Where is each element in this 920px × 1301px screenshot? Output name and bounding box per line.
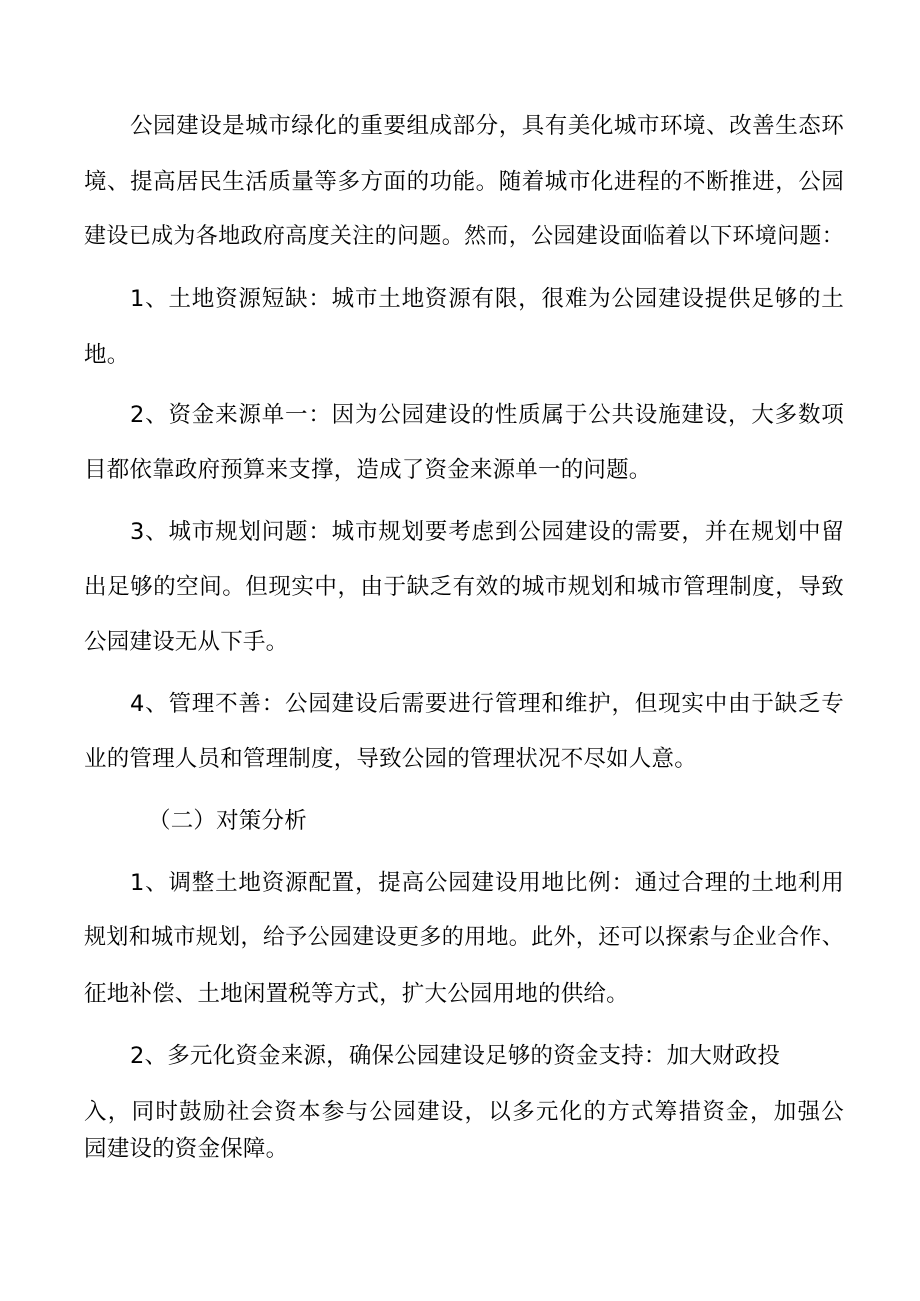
problem-2-line-2: 目都依靠政府预算来支撑，造成了资金来源单一的问题。 [84, 457, 652, 483]
measure-2-line-3: 园建设的资金保障。 [84, 1136, 289, 1162]
measure-1-line-2: 规划和城市规划，给予公园建设更多的用地。此外，还可以探索与企业合作、 [84, 925, 844, 950]
measure-2-line-1: 2、多元化资金来源，确保公园建设足够的资金支持：加大财政投 [130, 1043, 781, 1069]
problem-3-line-1: 3、城市规划问题：城市规划要考虑到公园建设的需要，并在规划中留 [130, 519, 844, 545]
intro-line-2: 境、提高居民生活质量等多方面的功能。随着城市化进程的不断推进，公园 [84, 169, 844, 195]
problem-1-line-1: 1、土地资源短缺：城市土地资源有限，很难为公园建设提供足够的土 [130, 286, 844, 312]
problem-4-line-1: 4、管理不善：公园建设后需要进行管理和维护，但现实中由于缺乏专 [130, 691, 844, 717]
section-heading: （二）对策分析 [148, 808, 307, 834]
measure-1-line-3: 征地补偿、土地闲置税等方式，扩大公园用地的供给。 [84, 981, 629, 1007]
intro-line-1: 公园建设是城市绿化的重要组成部分，具有美化城市环境、改善生态环 [130, 113, 844, 139]
measure-1-line-1: 1、调整土地资源配置，提高公园建设用地比例：通过合理的土地利用 [130, 870, 844, 896]
problem-4-line-2: 业的管理人员和管理制度，导致公园的管理状况不尽如人意。 [84, 746, 697, 772]
problem-3-line-2: 出足够的空间。但现实中，由于缺乏有效的城市规划和城市管理制度，导致 [84, 574, 844, 600]
problem-3-line-3: 公园建设无从下手。 [84, 629, 289, 655]
intro-line-3: 建设已成为各地政府高度关注的问题。然而，公园建设面临着以下环境问题： [84, 224, 844, 249]
problem-2-line-1: 2、资金来源单一：因为公园建设的性质属于公共设施建设，大多数项 [130, 402, 844, 428]
measure-2-line-2: 入，同时鼓励社会资本参与公园建设，以多元化的方式筹措资金，加强公 [84, 1099, 844, 1125]
problem-1-line-2: 地。 [84, 342, 130, 368]
